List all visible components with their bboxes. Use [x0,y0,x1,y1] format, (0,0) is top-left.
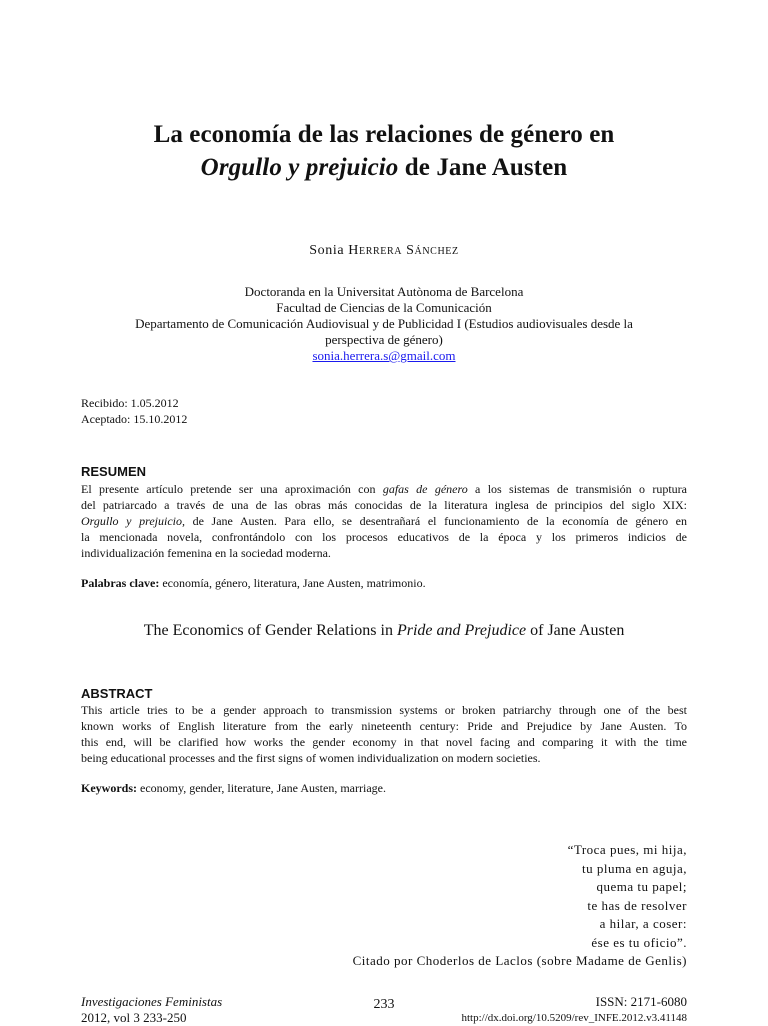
title-line-2 [0,151,768,184]
epigraph-line-2: tu pluma en aguja, [581,860,687,876]
epigraph-line-3: quema tu papel; [596,879,687,894]
abstract-line-4: being educational processes and the first signs of women individualization on modern societies. [81,751,541,765]
issn: ISSN: 2171-6080 [595,994,687,1009]
palabras-clave-text: economía, género, literatura, Jane Austen, matrimonio. [159,576,426,590]
title-line-2-rest: de Jane Austen [398,154,568,181]
epigraph [353,841,687,971]
resumen-line-1-a: El presente artículo pretende ser una aproximación con [81,482,383,496]
resumen-line-2: del patriarcado a través de una de las obras más conocidas de la literatura inglesa de principios del siglo XIX: [81,498,687,512]
affiliation-line-1: Doctoranda en la Universitat Autònoma de Barcelona [244,284,524,299]
author-first-name: Sonia [309,243,349,258]
epigraph-line-6: ése es tu oficio”. [591,934,687,950]
affiliation-line-4: perspectiva de género) [325,332,443,347]
resumen-line-5: individualización femenina en la sociedad moderna. [81,546,331,560]
palabras-clave-label: Palabras clave: [81,576,160,590]
affiliation-line-3: Departamento de Comunicación Audiovisual y de Publicidad I (Estudios audiovisuales desde la [135,316,633,331]
received-date: Recibido: 1.05.2012 [81,396,179,410]
abstract-line-3: this end, will be clarified how works the gender economy in that novel facing and comparing it with the time [81,735,687,749]
journal-volume: 2012, vol 3 233-250 [81,1010,187,1025]
abstract-line-1: This article tries to be a gender approach to transmission systems or broken patriarchy through one of the best [81,703,687,717]
epigraph-line-5: a hilar, a coser: [599,916,687,931]
resumen-line-4: la mencionada novela, confrontándolo con los procesos educativos de la época y los primeros indicios de [81,530,687,544]
english-title-a: The Economics of Gender Relations in [143,622,397,639]
title-line-1: La economía de las relaciones de género en [153,121,615,148]
page-number: 233 [373,997,395,1012]
keywords [81,781,386,796]
palabras-clave [81,576,426,591]
resumen-line-1-b: a los sistemas de transmisión o ruptura [467,482,687,496]
abstract-line-2: known works of English literature from the early nineteenth century: Pride and Prejudice by Jane Austen. To [81,719,687,733]
resumen-line-3 [81,513,687,529]
english-title-b: of Jane Austen [526,622,625,639]
article-title [0,118,768,184]
english-title [0,622,768,640]
resumen-line-3-italic: Orgullo y prejuicio, [81,514,185,528]
resumen-line-3-b: de Jane Austen. Para ello, se desentrañará el funcionamiento de la economía de género en [185,514,688,528]
abstract-heading: ABSTRACT [81,686,153,701]
title-book-italic: Orgullo y prejuicio [200,154,399,181]
resumen-line-1 [81,481,687,497]
author [0,243,768,259]
english-title-italic: Pride and Prejudice [396,622,527,639]
epigraph-line-1: “Troca pues, mi hija, [567,842,687,857]
abstract-body [81,702,687,766]
keywords-text: economy, gender, literature, Jane Austen, marriage. [137,781,386,795]
epigraph-attribution: Citado por Choderlos de Laclos (sobre Madame de Genlis) [352,953,687,968]
author-email-link[interactable]: sonia.herrera.s@gmail.com [312,348,456,363]
resumen-heading: RESUMEN [81,464,147,479]
journal-name: Investigaciones Feministas [81,994,223,1009]
accepted-date: Aceptado: 15.10.2012 [81,412,188,426]
affiliation-line-2: Facultad de Ciencias de la Comunicación [276,300,492,315]
resumen-line-1-italic: gafas de género [382,482,468,496]
doi: http://dx.doi.org/10.5209/rev_INFE.2012.v3.41148 [461,1012,687,1024]
footer-right [462,994,688,1026]
resumen-body [81,481,687,561]
dates [81,395,187,427]
affiliation [0,284,768,364]
author-last-name: Herrera Sánchez [348,243,459,258]
keywords-label: Keywords: [81,781,137,795]
epigraph-line-4: te has de resolver [587,897,687,913]
